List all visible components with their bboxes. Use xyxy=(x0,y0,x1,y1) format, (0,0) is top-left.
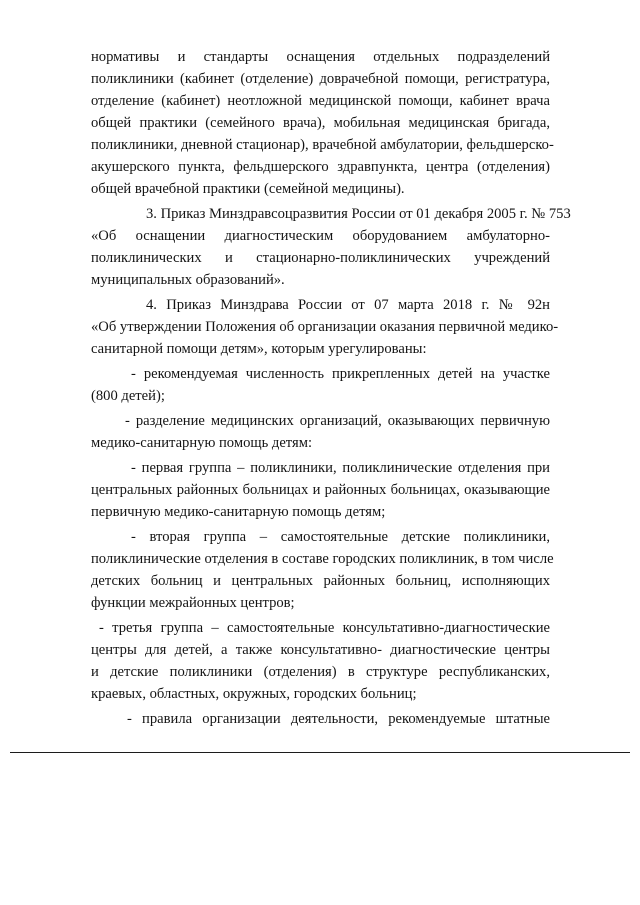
bullet-2-line-2: медико-санитарную помощь детям: xyxy=(91,435,312,451)
bullet-2-line-1: - разделение медицинских организаций, оказывающих первичную xyxy=(125,413,550,429)
group-1-line-2: центральных районных больницах и районных больницах, оказывающие xyxy=(91,482,550,498)
bullet-1-line-1: - рекомендуемая численность прикрепленных детей на участке xyxy=(131,366,550,382)
group-3-line-1: - третья группа – самостоятельные консультативно-диагностические xyxy=(99,620,550,636)
body-line-6: акушерского пункта, фельдшерского здравпункта, центра (отделения) xyxy=(91,159,550,175)
body-line-1: нормативы и стандарты оснащения отдельных подразделений xyxy=(91,49,550,65)
group-3-line-3: и детские поликлиники (отделения) в структуре республиканских, xyxy=(91,664,550,680)
item-3-line-2: «Об оснащении диагностическим оборудованием амбулаторно- xyxy=(91,228,550,244)
group-2-line-1: - вторая группа – самостоятельные детские поликлиники, xyxy=(131,529,550,545)
group-3-line-2: центры для детей, а также консультативно- диагностические центры xyxy=(91,642,550,658)
item-4-line-3: санитарной помощи детям», которым урегулированы: xyxy=(91,341,427,357)
group-2-line-3: детских больниц и центральных районных больниц, исполняющих xyxy=(91,573,550,589)
item-3-line-3: поликлинических и стационарно-поликлинических учреждений xyxy=(91,250,550,266)
group-3-line-4: краевых, областных, окружных, городских больниц; xyxy=(91,686,417,702)
body-line-3: отделение (кабинет) неотложной медицинской помощи, кабинет врача xyxy=(91,93,550,109)
group-2-line-4: функции межрайонных центров; xyxy=(91,595,295,611)
item-3-line-1: 3. Приказ Минздравсоцразвития России от 01 декабря 2005 г. № 753 xyxy=(146,206,571,222)
item-4-line-1: 4. Приказ Минздрава России от 07 марта 2018 г. № 92н xyxy=(146,297,550,313)
body-line-4: общей практики (семейного врача), мобильная медицинская бригада, xyxy=(91,115,550,131)
bullet-3-line-1: - правила организации деятельности, рекомендуемые штатные xyxy=(127,711,550,727)
group-2-line-2: поликлинические отделения в составе городских поликлиник, в том числе xyxy=(91,551,554,567)
group-1-line-3: первичную медико-санитарную помощь детям; xyxy=(91,504,386,520)
body-line-2: поликлиники (кабинет (отделение) доврачебной помощи, регистратура, xyxy=(91,71,550,87)
item-3-line-4: муниципальных образований». xyxy=(91,272,285,288)
item-4-line-2: «Об утверждении Положения об организации оказания первичной медико- xyxy=(91,319,559,335)
page-bottom-rule xyxy=(10,752,630,753)
body-line-7: общей врачебной практики (семейной медицины). xyxy=(91,181,405,197)
body-line-5: поликлиники, дневной стационар), врачебной амбулатории, фельдшерско- xyxy=(91,137,554,153)
group-1-line-1: - первая группа – поликлиники, поликлинические отделения при xyxy=(131,460,550,476)
bullet-1-line-2: (800 детей); xyxy=(91,388,165,404)
